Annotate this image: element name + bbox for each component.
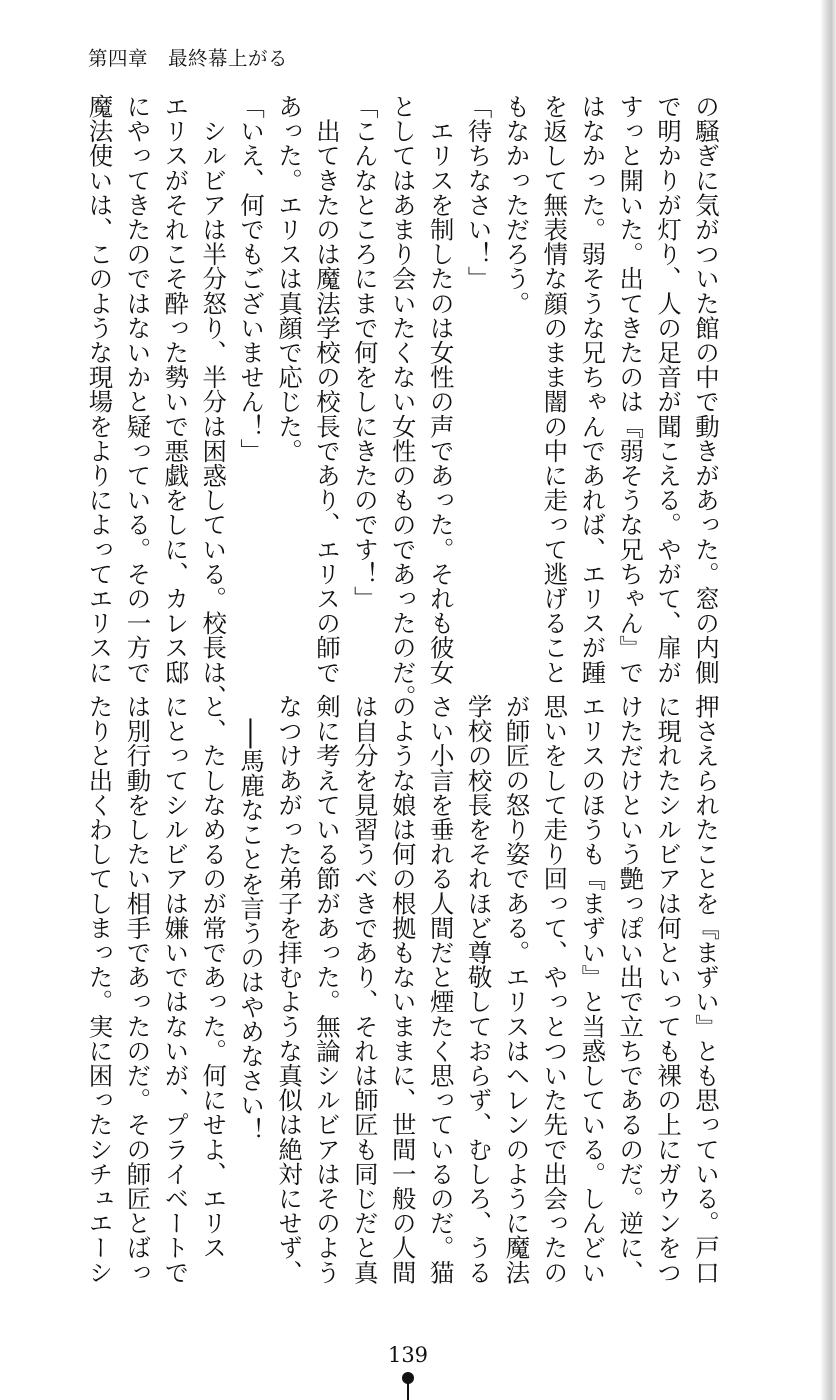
text-column: の騒ぎに気がついた館の中で動きがあった。窓の内側 <box>691 94 720 685</box>
text-block-top <box>78 94 724 709</box>
text-column: 押さえられたことを『まずい』とも思っている。戸口 <box>691 694 720 1285</box>
text-column: 「待ちなさい！」 <box>463 94 493 291</box>
page-number: 139 <box>387 1343 429 1367</box>
text-column: すっと開いた。出てきたのは『弱そうな兄ちゃん』で <box>615 94 645 685</box>
text-column: さい小言を垂れる人間だと煙たく思っているのだ。猫 <box>425 694 455 1285</box>
text-column: はなかった。弱そうな兄ちゃんであれば、エリスが踵 <box>577 94 607 685</box>
text-column: 思いをして走り回って、やっとついた先で出会ったの <box>539 694 569 1285</box>
text-column: のような娘は何の根拠もないままに、世間一般の人間 <box>387 694 417 1285</box>
chapter-header: 第四章 最終幕上がる <box>88 47 289 70</box>
text-column: もなかっただろう。 <box>501 94 531 316</box>
text-column: エリスがそれこそ酔った勢いで悪戯をしに、カレス邸 <box>160 94 190 685</box>
text-column: にとってシルビアは嫌いではないが、プライベートで <box>160 694 190 1285</box>
text-column: ──馬鹿なことを言うのはやめなさい！ <box>236 694 266 1142</box>
scan-edge-shadow <box>820 0 836 1400</box>
text-column: は自分を見習うべきであり、それは師匠も同じだと真 <box>349 694 379 1285</box>
text-column: あった。エリスは真顔で応じた。 <box>274 94 304 463</box>
text-column: 学校の校長をそれほど尊敬しておらず、むしろ、うる <box>463 694 493 1285</box>
text-column: 「こんなところにまで何をしにきたのです！」 <box>349 94 379 611</box>
text-column: たりと出くわしてしまった。実に困ったシチュエーシ <box>84 694 114 1285</box>
text-block-bottom <box>78 694 724 1304</box>
text-column: なつけあがった弟子を拝むような真似は絶対にせず、 <box>274 694 304 1285</box>
text-column: シルビアは半分怒り、半分は困惑している。校長は、 <box>198 94 228 709</box>
text-column: としてはあまり会いたくない女性のものであったのだ。 <box>387 94 417 709</box>
text-column: を返して無表情な顔のまま闇の中に走って逃げること <box>539 94 569 685</box>
text-column: 魔法使いは、このような現場をよりによってエリスに <box>84 94 114 685</box>
text-column: 剣に考えている節があった。無論シルビアはそのよう <box>311 694 341 1285</box>
text-column: けただけという艶っぽい出で立ちであるのだ。逆に、 <box>615 694 645 1285</box>
text-column: と、たしなめるのが常であった。何にせよ、エリス <box>198 694 228 1260</box>
text-column: エリスのほうも『まずい』と当惑している。しんどい <box>577 694 607 1285</box>
text-column: に現れたシルビアは何といっても裸の上にガウンをつ <box>653 694 683 1285</box>
text-column: にやってきたのではないかと疑っている。その一方で <box>122 94 152 685</box>
text-column: は別行動をしたい相手であったのだ。その師匠とばっ <box>122 694 152 1285</box>
text-column: 「いえ、何でもございません！」 <box>236 94 266 463</box>
text-column: が師匠の怒り姿である。エリスはヘレンのように魔法 <box>501 694 531 1285</box>
text-column: で明かりが灯り、人の足音が聞こえる。やがて、扉が <box>653 94 683 685</box>
text-column: 出てきたのは魔法学校の校長であり、エリスの師で <box>311 94 341 685</box>
text-column: エリスを制したのは女性の声であった。それも彼女 <box>425 94 455 685</box>
page-marker-line <box>407 1382 409 1400</box>
